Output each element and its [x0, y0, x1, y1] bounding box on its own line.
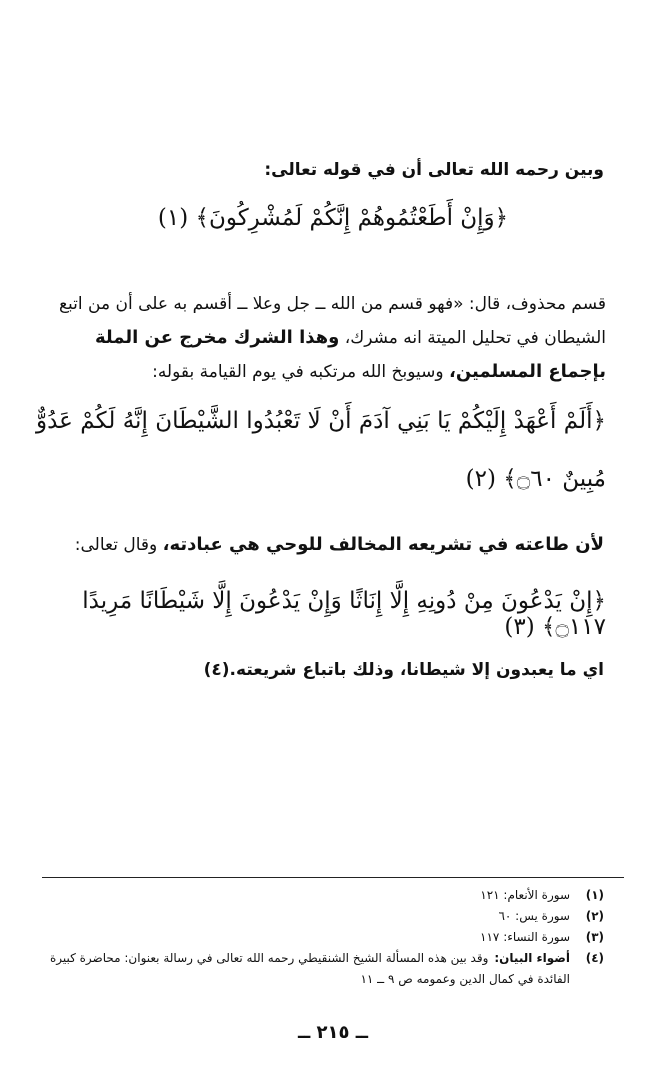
footnote-item [44, 906, 604, 927]
footnote-body: وقد بين هذه المسألة الشيخ الشنقيطي رحمه الله تعالى في رسالة بعنوان: محاضرة كبيرة الفائدة في كمال الدين وعمومه ص ٩ ــ ١١ [49, 951, 570, 986]
intro-line: وبين رحمه الله تعالى أن في قوله تعالى: [264, 160, 604, 180]
quran-verse-1: ﴿وَإِنْ أَطَعْتُمُوهُمْ إِنَّكُمْ لَمُشْرِكُونَ﴾ (١) [157, 205, 509, 231]
paragraph-4: اي ما يعبدون إلا شيطانا، وذلك باتباع شريعته.(٤) [203, 660, 604, 680]
paragraph-2-end: وسيوبخ الله مرتكبه في يوم القيامة بقوله: [152, 362, 449, 382]
footnote-text: سورة الأنعام: ١٢١ [480, 888, 570, 902]
footnote-text [44, 948, 570, 990]
paragraph-3-bold: لأن طاعته في تشريعه المخالف للوحي هي عبادته، [162, 534, 604, 555]
paragraph-2-text: قسم محذوف، قال: «فهو قسم من الله ــ جل وعلا ــ أقسم به على أن من اتبع الشيطان في تحليل الميتة انه مشرك، [58, 294, 606, 348]
footnote-number: (٤) [585, 951, 604, 965]
quran-verse-2: ﴿أَلَمْ أَعْهَدْ إِلَيْكُمْ يَا بَنِي آدَمَ أَنْ لَا تَعْبُدُوا الشَّيْطَانَ إِنَّهُ لَكُمْ عَدُوٌّ مُبِينٌ ۝٦٠﴾ (٢) [36, 408, 606, 492]
paragraph-2-bold: وهذا الشرك مخرج عن الملة بإجماع المسلمين، [95, 327, 606, 382]
footnote-text: سورة النساء: ١١٧ [480, 930, 570, 944]
quran-verse-3: ﴿إِنْ يَدْعُونَ مِنْ دُونِهِ إِلَّا إِنَاثًا وَإِنْ يَدْعُونَ إِلَّا شَيْطَانًا مَرِيدًا ۝١١٧﴾ (٣) [82, 588, 606, 640]
footnotes [44, 885, 604, 990]
footnote-number: (٣) [585, 930, 604, 944]
page-number: ــ ٢١٥ ــ [297, 1022, 369, 1043]
paragraph-3 [44, 534, 604, 555]
footnote-item [44, 948, 604, 990]
paragraph-2 [46, 288, 606, 389]
footnote-divider [42, 877, 624, 878]
footnote-number: (٢) [585, 909, 604, 923]
footnote-item [44, 885, 604, 906]
footnote-source: أضواء البيان: [494, 951, 570, 965]
paragraph-3-end: وقال تعالى: [74, 535, 163, 555]
footnote-number: (١) [585, 888, 604, 902]
footnote-item [44, 927, 604, 948]
footnote-text: سورة يس: ٦٠ [498, 909, 570, 923]
